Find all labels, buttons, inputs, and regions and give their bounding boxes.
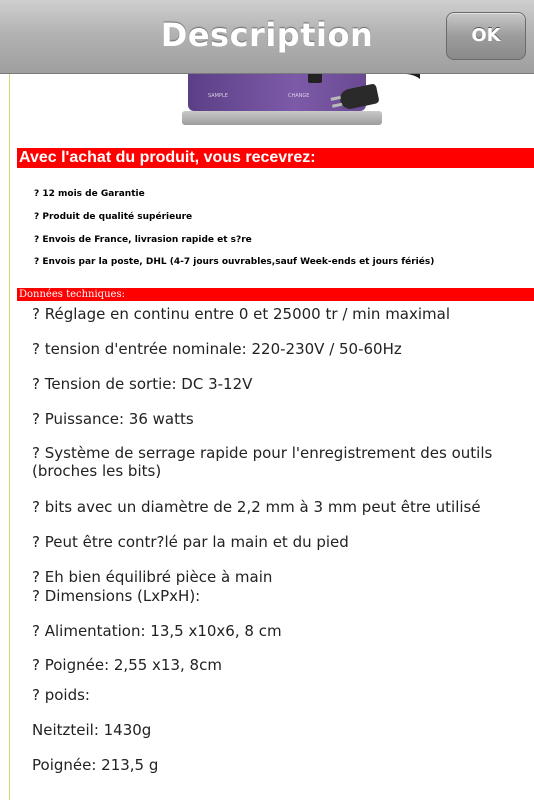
spec-item: ? Tension de sortie: DC 3-12V [32, 375, 253, 393]
benefit-item: ? 12 mois de Garantie [34, 189, 145, 199]
spec-item: Poignée: 213,5 g [32, 756, 159, 774]
spec-item: ? Puissance: 36 watts [32, 410, 194, 428]
page-title: Description [160, 16, 374, 54]
benefit-item: ? Envois par la poste, DHL (4-7 jours ouvrables,sauf Week-ends et jours fériés) [34, 257, 435, 267]
purchase-benefits-heading: Avec l'achat du produit, vous recevrez: [17, 148, 534, 168]
spec-item: ? Eh bien équilibré pièce à main [32, 568, 273, 586]
navigation-bar [0, 0, 534, 74]
device-label-right: CHANGE [288, 93, 310, 99]
spec-item: ? Poignée: 2,55 x13, 8cm [32, 656, 222, 674]
device-label-left: SAMPLE [208, 93, 228, 99]
spec-item: ? Système de serrage rapide pour l'enregistrement des outils (broches les bits) [32, 444, 493, 480]
technical-data-heading: Données techniques: [17, 288, 534, 301]
device-base [182, 111, 382, 125]
spec-item: ? Dimensions (LxPxH): [32, 587, 201, 605]
spec-item: ? poids: [32, 686, 90, 704]
spec-item: ? Réglage en continu entre 0 et 25000 tr / min maximal [32, 305, 451, 323]
product-image [170, 73, 420, 135]
spec-item: Neitzteil: 1430g [32, 721, 152, 739]
left-border-line [9, 73, 10, 800]
benefit-item: ? Produit de qualité supérieure [34, 212, 193, 222]
spec-item: ? bits avec un diamètre de 2,2 mm à 3 mm peut être utilisé [32, 498, 481, 516]
spec-item: ? Peut être contr?lé par la main et du pied [32, 533, 349, 551]
device-switch [308, 73, 322, 83]
benefit-item: ? Envois de France, livrasion rapide et s?re [34, 235, 252, 245]
ok-button[interactable]: OK [446, 12, 526, 60]
spec-item: ? tension d'entrée nominale: 220-230V / 50-60Hz [32, 340, 402, 358]
spec-item: ? Alimentation: 13,5 x10x6, 8 cm [32, 622, 282, 640]
